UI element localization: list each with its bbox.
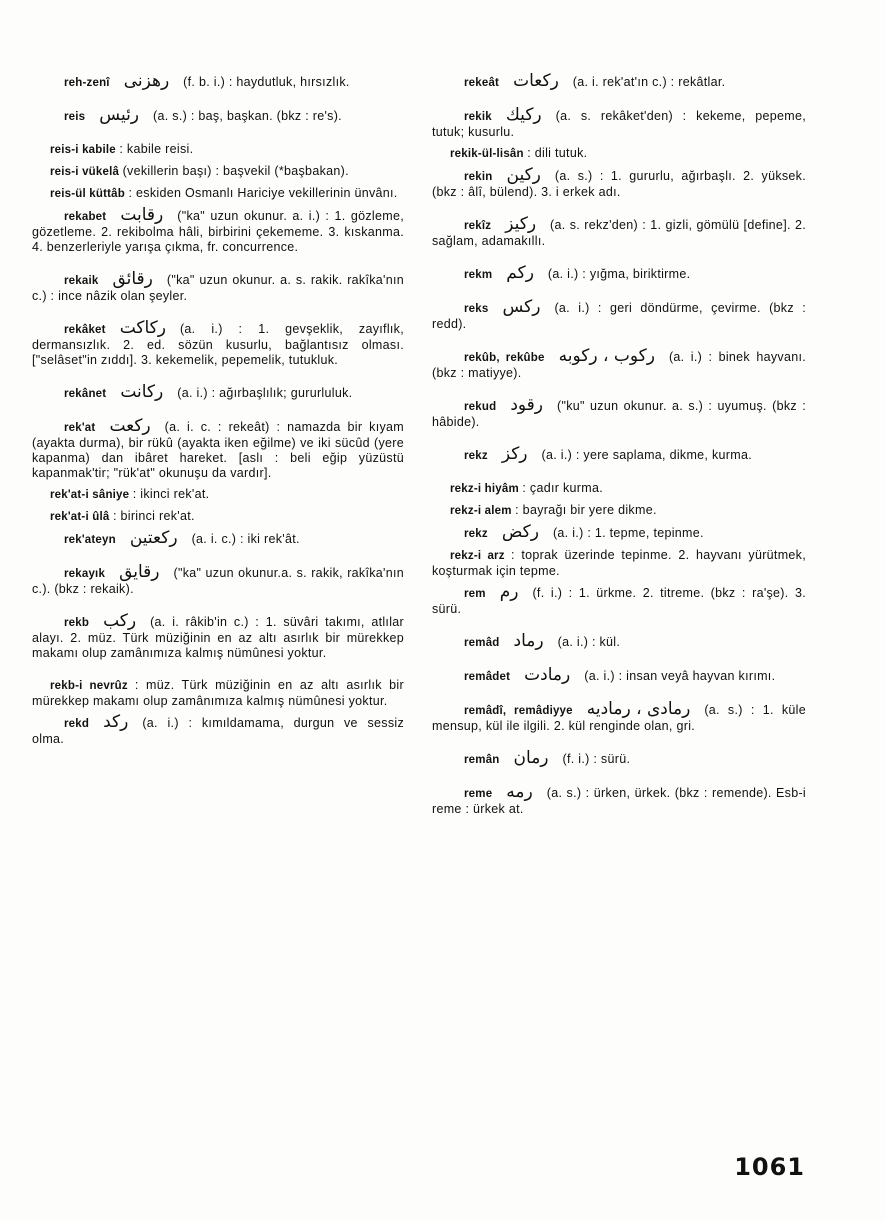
entry-headword: reis-i kabile xyxy=(50,144,116,156)
dictionary-entry xyxy=(432,699,806,734)
left-column xyxy=(32,71,404,764)
entry-headword: reh-zenî xyxy=(64,77,110,89)
sub-entry xyxy=(32,678,404,709)
dictionary-entry xyxy=(432,444,806,464)
entry-headword: rekeât xyxy=(464,77,500,89)
entry-definition: (a. i. râkib'in c.) : 1. süvâri takımı, atlılar alayı. 2. müz. Türk müziğinin en az altı asırlık bir mürekkep makamı olup zamânımıza kalmış nümûnesi yoktur. xyxy=(32,615,404,660)
entry-headword: rekîz xyxy=(464,220,492,232)
dictionary-entry xyxy=(32,205,404,255)
entry-arabic-script: ركس xyxy=(502,297,541,317)
entry-definition: : ikinci rek'at. xyxy=(132,487,210,501)
entry-definition: (a. i.) : kımıldamama, durgun ve sessiz olma. xyxy=(32,716,404,746)
entry-definition: : birinci rek'at. xyxy=(112,509,195,523)
entry-arabic-script: ركانت xyxy=(120,382,164,402)
entry-headword: rekd xyxy=(64,718,90,730)
entry-headword: rekûb, rekûbe xyxy=(464,352,545,364)
sub-entry xyxy=(32,509,404,525)
entry-headword: rek'at xyxy=(64,422,96,434)
dictionary-entry xyxy=(432,71,806,91)
entry-headword: rekik-ül-lisân xyxy=(450,148,524,160)
entry-definition: : bayrağı bir yere dikme. xyxy=(515,503,657,517)
dictionary-entry xyxy=(432,782,806,817)
entry-arabic-script: ركعتين xyxy=(129,528,178,548)
entry-definition: : dili tutuk. xyxy=(527,146,588,160)
sub-entry xyxy=(32,487,404,503)
entry-headword: rekaik xyxy=(64,275,99,287)
entry-headword: rekin xyxy=(464,171,493,183)
dictionary-entry xyxy=(432,522,806,542)
entry-definition: : toprak üzerinde tepinme. 2. hayvanı yürütmek, koşturmak için tepme. xyxy=(432,548,806,578)
sub-entry xyxy=(32,142,404,158)
entry-definition: (f. i.) : sürü. xyxy=(562,752,631,766)
entry-definition: : eskiden Osmanlı Hariciye vekillerinin ünvânı. xyxy=(128,186,398,200)
entry-definition: (a. i. rek'at'ın c.) : rekâtlar. xyxy=(572,75,726,89)
entry-headword: rekm xyxy=(464,269,493,281)
entry-definition: (a. i.) : kül. xyxy=(557,635,621,649)
entry-headword: rekz-i alem xyxy=(450,505,512,517)
dictionary-entry xyxy=(32,416,404,481)
entry-definition: : müz. Türk müziğinin en az altı asırlık bir mürekkep makamı olup zamânımıza kalmış nümûnesi yoktur. xyxy=(32,678,404,708)
entry-definition: ("ku" uzun okunur. a. s.) : uyumuş. (bkz : hâbide). xyxy=(432,399,806,429)
entry-definition: (f. i.) : 1. ürkme. 2. titreme. (bkz : ra'şe). 3. sürü. xyxy=(432,586,806,616)
sub-entry xyxy=(432,481,806,497)
entry-definition: ("ka" uzun okunur.a. s. rakik, rakîka'nın c.). (bkz : rekaik). xyxy=(32,566,404,596)
dictionary-entry xyxy=(432,346,806,381)
entry-definition: (a. i. c. : rekeât) : namazda bir kıyam (ayakta durma), bir rükû (ayakta iken eğilme) ve iki sücûd (yere kapanma) dan ibâret hareket. [aslı : beli eğip yüzüstü kapanmak'tir; "rük'at" okunuşu da vardır]. xyxy=(32,420,404,480)
entry-headword: rekb xyxy=(64,617,90,629)
dictionary-entry xyxy=(432,165,806,200)
entry-headword: reks xyxy=(464,303,489,315)
entry-headword: rekz-i arz xyxy=(450,550,505,562)
page-number: 1061 xyxy=(734,1153,805,1181)
entry-headword: rekz-i hiyâm xyxy=(450,483,519,495)
entry-definition: (a. s.) : 1. küle mensup, kül ile ilgili. 2. kül renginde olan, gri. xyxy=(432,703,806,733)
dictionary-entry xyxy=(432,665,806,685)
entry-arabic-script: ركز xyxy=(501,444,528,464)
dictionary-entry xyxy=(432,214,806,249)
entry-definition: : kabile reisi. xyxy=(119,142,194,156)
dictionary-entry xyxy=(32,318,404,368)
dictionary-entry xyxy=(32,105,404,125)
sub-entry xyxy=(432,503,806,519)
entry-arabic-script: رقايق xyxy=(119,562,160,582)
sub-entry xyxy=(432,548,806,579)
entry-arabic-script: رم xyxy=(499,582,519,602)
entry-headword: reis-ül küttâb xyxy=(50,188,126,200)
entry-definition: (a. i.) : 1. tepme, tepinme. xyxy=(552,526,704,540)
dictionary-entry xyxy=(32,528,404,548)
dictionary-entry xyxy=(432,263,806,283)
sub-entry xyxy=(32,186,404,202)
entry-headword: rekz xyxy=(464,528,488,540)
entry-definition: (a. i. c.) : iki rek'ât. xyxy=(191,532,300,546)
entry-arabic-script: رئيس xyxy=(99,105,140,125)
entry-definition: (vekillerin başı) : başvekil (*başbakan). xyxy=(122,164,349,178)
entry-definition: (a. i.) : 1. gevşeklik, zayıflık, dermansızlık. 2. ed. sözün kusurlu, bağlantısız olması. ["selâset"in zıddı]. 3. kekemelik, pepemelik, tutukluk. xyxy=(32,322,404,367)
entry-definition: (a. s.) : 1. gururlu, ağırbaşlı. 2. yüksek. (bkz : âlî, bülend). 3. i erkek adı. xyxy=(432,169,806,199)
dictionary-entry xyxy=(432,748,806,768)
entry-arabic-script: ركض xyxy=(501,522,539,542)
entry-definition: : çadır kurma. xyxy=(522,481,603,495)
entry-arabic-script: رمادت xyxy=(524,665,571,685)
entry-headword: remâdet xyxy=(464,671,511,683)
entry-arabic-script: ركد xyxy=(103,712,129,732)
dictionary-entry xyxy=(432,395,806,430)
entry-headword: reis xyxy=(64,111,86,123)
entry-headword: rekb-i nevrûz xyxy=(50,680,128,692)
dictionary-entry xyxy=(32,382,404,402)
dictionary-entry xyxy=(32,71,404,91)
dictionary-entry xyxy=(32,562,404,597)
entry-arabic-script: ركوب ، ركوبه xyxy=(558,346,655,366)
entry-headword: reis-i vükelâ xyxy=(50,166,120,178)
entry-definition: (a. i.) : yere saplama, dikme, kurma. xyxy=(541,448,752,462)
dictionary-entry xyxy=(32,712,404,747)
dictionary-entry xyxy=(432,105,806,140)
entry-arabic-script: ركيز xyxy=(505,214,537,234)
right-column xyxy=(432,71,806,834)
entry-definition: (a. s. rekz'den) : 1. gizli, gömülü [define]. 2. sağlam, adamakıllı. xyxy=(432,218,806,248)
entry-definition: ("ka" uzun okunur. a. s. rakik. rakîka'nın c.) : ince nâzik olan şeyler. xyxy=(32,273,404,303)
entry-arabic-script: رقائق xyxy=(112,269,153,289)
entry-headword: rekabet xyxy=(64,211,107,223)
entry-arabic-script: ركيك xyxy=(505,105,542,125)
entry-definition: (a. i.) : ağırbaşlılık; gururluluk. xyxy=(177,386,353,400)
entry-arabic-script: ركب xyxy=(103,611,137,631)
entry-headword: rem xyxy=(464,588,486,600)
entry-definition: (a. i.) : geri döndürme, çevirme. (bkz : redd). xyxy=(432,301,806,331)
sub-entry xyxy=(32,164,404,180)
entry-arabic-script: ركعات xyxy=(513,71,559,91)
entry-headword: rekud xyxy=(464,401,497,413)
entry-headword: reme xyxy=(464,788,493,800)
entry-arabic-script: رمه xyxy=(506,782,533,802)
entry-arabic-script: رهزنى xyxy=(123,71,170,91)
entry-arabic-script: ركين xyxy=(506,165,541,185)
entry-definition: (a. s.) : baş, başkan. (bkz : re's). xyxy=(153,109,342,123)
entry-definition: (f. b. i.) : haydutluk, hırsızlık. xyxy=(183,75,350,89)
entry-definition: (a. i.) : yığma, biriktirme. xyxy=(547,267,691,281)
entry-definition: (a. s. rekâket'den) : kekeme, pepeme, tutuk; kusurlu. xyxy=(432,109,806,139)
dictionary-entry xyxy=(32,611,404,661)
entry-headword: rek'ateyn xyxy=(64,534,116,546)
entry-headword: rek'at-i sâniye xyxy=(50,489,130,501)
dictionary-entry xyxy=(432,297,806,332)
dictionary-entry xyxy=(432,631,806,651)
entry-arabic-script: ركاكت xyxy=(119,318,166,338)
entry-headword: rekik xyxy=(464,111,492,123)
entry-headword: rekânet xyxy=(64,388,107,400)
entry-definition: (a. i.) : binek hayvanı. (bkz : matiyye). xyxy=(432,350,806,380)
entry-headword: rek'at-i ûlâ xyxy=(50,511,110,523)
entry-arabic-script: ركم xyxy=(506,263,534,283)
dictionary-entry xyxy=(32,269,404,304)
entry-headword: rekâket xyxy=(64,324,106,336)
entry-headword: rekz xyxy=(464,450,488,462)
sub-entry xyxy=(432,146,806,162)
entry-arabic-script: رماد xyxy=(513,631,544,651)
dictionary-entry xyxy=(432,582,806,617)
entry-arabic-script: رقود xyxy=(510,395,544,415)
entry-headword: remâd xyxy=(464,637,500,649)
entry-arabic-script: رمادى ، رماديه xyxy=(586,699,691,719)
entry-definition: ("ka" uzun okunur. a. i.) : 1. gözleme, gözetleme. 2. rekibolma hâli, birbirini çekememe. 3. kıskanma. 4. benzerleriyle yarışa çıkma, fr. concurrence. xyxy=(32,209,404,254)
entry-arabic-script: رقابت xyxy=(120,205,164,225)
entry-headword: rekayık xyxy=(64,568,106,580)
entry-arabic-script: رمان xyxy=(513,748,549,768)
entry-definition: (a. i.) : insan veyâ hayvan kırımı. xyxy=(584,669,776,683)
entry-arabic-script: ركعت xyxy=(109,416,151,436)
entry-headword: remân xyxy=(464,754,500,766)
entry-definition: (a. s.) : ürken, ürkek. (bkz : remende). Esb-i reme : ürkek at. xyxy=(432,786,806,816)
entry-headword: remâdî, remâdiyye xyxy=(464,705,573,717)
